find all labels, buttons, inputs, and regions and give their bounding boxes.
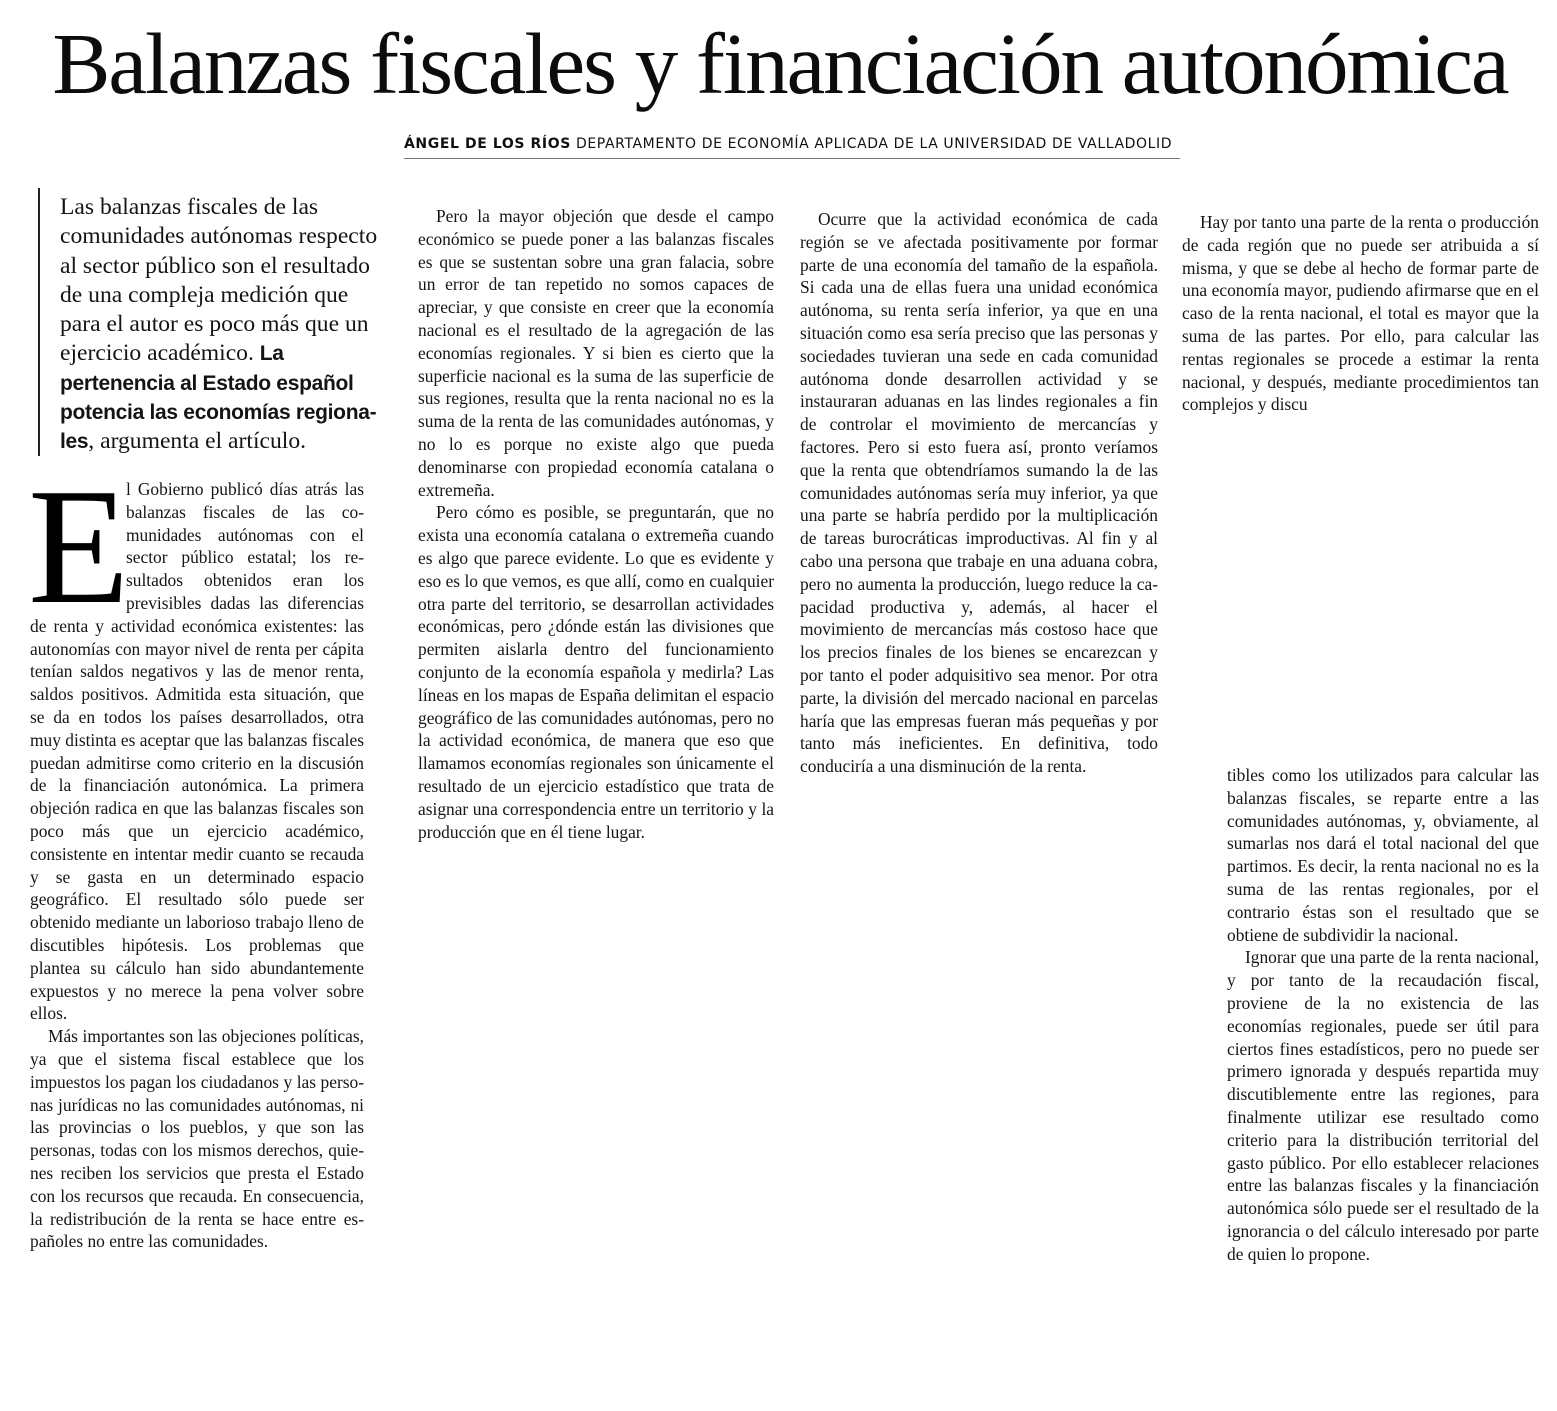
byline-rule — [404, 158, 1180, 159]
byline-affiliation: DEPARTAMENTO DE ECONOMÍA APLICADA DE LA UNIVERSIDAD DE VALLADOLID — [575, 136, 1173, 152]
lede-rule — [38, 188, 40, 456]
body-paragraph-1-text: l Gobierno publicó días atrás las balanzas fiscales de las comunidades autónomas con el sector público estatal; los resultados obtenidos eran los previsibles dadas las diferencias de renta y actividad económica existentes: las autonomías con mayor nivel de renta per cápita tenían saldos negativos y las de menor renta, saldos positivos. Admitida esta situación, que se da en todos los países desarrollados, otra muy distinta es aceptar que las balanzas fiscales puedan admitirse como criterio en la discusión de la financiación autonómica. La primera objeción radica en que las balanzas fiscales son poco más que un ejercicio académico, consistente en intentar medir cuanto se recauda y se gasta en un determinado espacio geográfico. El resultado sólo puede ser obtenido mediante un laborioso trabajo lleno de discutibles hipótesis. Los problemas que plantea su cálculo han sido abundantemente expuestos y no merece la pena volver sobre ellos. — [30, 479, 364, 1024]
lede-intro: Las balanzas fiscales de las comunidades autónomas respecto al sector público son el resultado de una compleja medición que para el autor es poco más que un ejercicio académico. — [60, 194, 378, 367]
byline — [404, 133, 1180, 155]
body-paragraph-6: Hay por tanto una parte de la renta o producción de cada región que no puede ser atribuida a sí misma, y que se debe al hecho de formar parte de una economía mayor, pudiendo afirmarse que en el caso de la renta nacional, el total es mayor que la suma de las partes. Por ello, para calcular las rentas regionales se procede a estimar la renta nacional, y después, mediante procedimientos tan complejos y discu — [1182, 212, 1539, 415]
column-4 — [1182, 211, 1539, 416]
column-2 — [418, 205, 774, 843]
body-paragraph-3: Pero la mayor objeción que desde el campo económico se puede poner a las balanzas fiscales es que se sustentan sobre una gran falacia, sobre un error de tan repetido no somos capaces de apreciar, y que consiste en creer que la economía nacional es el resultado de la agregación de las economías regionales. Y si bien es cierto que la superficie nacional es la suma de las superficie de sus regiones, resulta que la renta nacional no es la suma de la renta de las comunidades autónomas, y no lo es porque no existe algo que pueda denominarse con propiedad economía catalana o extremeña. — [418, 206, 774, 500]
lede-summary — [60, 193, 392, 457]
lede-highlight: La pertenencia al Estado español potencia las economías regionales — [60, 342, 377, 454]
body-paragraph-1 — [28, 454, 364, 1025]
lede-outro: , argumenta el artículo. — [88, 428, 307, 455]
column-1 — [28, 454, 364, 1253]
column-4-continued — [1227, 764, 1539, 1266]
column-3 — [800, 208, 1158, 778]
body-paragraph-7: Ignorar que una parte de la renta nacional, y por tanto de la recaudación fiscal, proviene de la no existencia de las economías regionales, puede ser útil para ciertos fines estadísticos, pero no puede ser primero ignorada y después repartida muy discutiblemente entre las regiones, para finalmente utilizar ese resultado como criterio para la distribución territorial del gasto público. Por ello establecer relaciones entre las balanzas fiscales y la financiación autonómica sólo puede ser el resultado de la ignorancia o del cálculo interesado por parte de quien lo propone. — [1227, 947, 1539, 1264]
drop-cap: E — [28, 454, 130, 638]
body-paragraph-4: Pero cómo es posible, se preguntarán, que no exista una economía catalana o extremeña cuando es algo que parece evidente. Lo que es evidente y eso es lo que vemos, es que allí, como en cualquier otra parte del territorio, se desarrollan actividades económicas, pero ¿dónde están las divisiones que permiten aislarla dentro del funcionamiento conjunto de la economía española y medirla? Las líneas en los mapas de España delimitan el espacio geográfico de las comunidades autónomas, pero no la actividad económica, de manera que eso que llamamos economías regionales son únicamente el resultado de un ejercicio estadístico que trata de asignar una correspondencia entre un territorio y la producción que en él tiene lugar. — [418, 502, 774, 842]
body-paragraph-5: Ocurre que la actividad económica de cada región se ve afectada positivamente por formar parte de una economía del tamaño de la española. Si cada una de ellas fuera una unidad económica autónoma, su renta sería inferior, ya que en una situación como esa sería preciso que las personas y sociedades tuvieran una sede en cada comunidad autónoma donde desarrollen actividad y se instauraran aduanas en las lindes regionales a fin de controlar el movimiento de mercancías y factores. Pero si esto fuera así, pronto veríamos que la renta que obtendríamos sumando la de las comunidades autónomas sería muy inferior, ya que una parte se habría perdido por la multiplicación de tareas burocráticas improductivas. Al fin y al cabo una persona que trabaje en una aduana cobra, pero no aumenta la producción, luego reduce la capacidad productiva y, además, al hacer el movimiento de mercancías más costoso hace que los precios finales de los bienes se encarezcan y por tanto el poder adquisitivo sea menor. Por otra parte, la división del mercado nacional en parcelas haría que las empresas fueran más pequeñas y por tanto más ineficientes. En definitiva, todo conduciría a una disminución de la renta. — [800, 209, 1158, 777]
byline-author: ÁNGEL DE LOS RÍOS — [404, 136, 571, 152]
headline: Balanzas fiscales y financiación autonómica — [52, 15, 1508, 112]
body-paragraph-6-continued: tibles como los utilizados para calcular las balanzas fiscales, se reparte entre a las comunidades autónomas, y, obviamente, al sumarlas nos dará el total nacional del que partimos. Es decir, la renta nacional no es la suma de las rentas regionales, por el contrario éstas son el resultado que se obtiene de subdividir la nacional. — [1227, 765, 1539, 945]
body-paragraph-2: Más importantes son las objeciones políticas, ya que el sistema fiscal establece que los impuestos los pagan los ciudadanos y las personas jurídicas no las comunidades autónomas, ni las provincias o los pueblos, y que son las personas, todas con los mismos derechos, quienes reciben los servicios que presta el Estado con los recursos que recauda. En consecuencia, la redistribución de la renta se hace entre españoles no entre las comunidades. — [30, 1026, 364, 1252]
